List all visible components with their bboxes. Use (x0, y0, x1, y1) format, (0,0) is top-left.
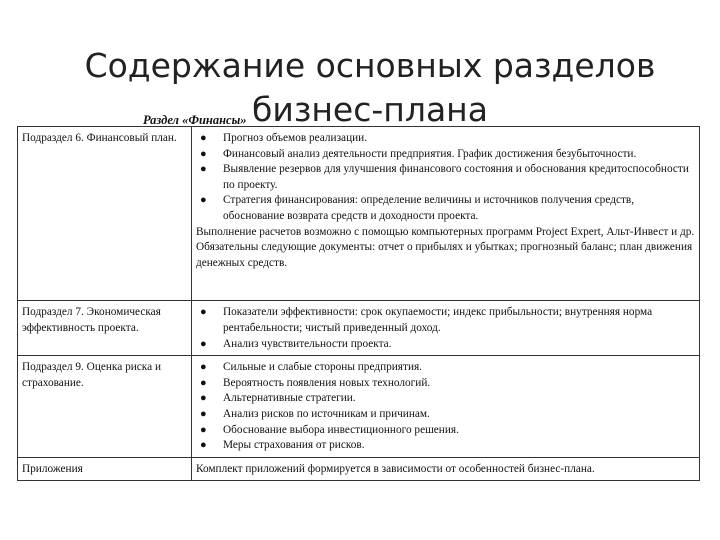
section-heading: Раздел «Финансы» (143, 113, 247, 127)
list-item (196, 337, 695, 353)
bullet-list (196, 360, 695, 454)
bullet-dot-icon: ● (200, 194, 207, 207)
list-item (196, 193, 695, 224)
list-item (196, 147, 695, 163)
bullet-dot-icon: ● (200, 423, 207, 436)
bullet-text: Прогноз объемов реализации. (223, 132, 368, 144)
subsection-content-cell (192, 127, 700, 301)
subsection-content-cell (192, 301, 700, 356)
bullet-list (196, 305, 695, 352)
subsection-name-cell: Подраздел 9. Оценка риска и страхование. (18, 356, 192, 458)
list-item (196, 423, 695, 439)
subsection-note: Комплект приложений формируется в зависимости от особенностей бизнес-плана. (196, 462, 595, 475)
bullet-text: Стратегия финансирования: определение величины и источников получения средств, обоснование возврата средств и доходности проекта. (223, 194, 635, 222)
title-line-2: бизнес-плана (252, 90, 488, 130)
bullet-text: Обоснование выбора инвестиционного решения. (223, 423, 459, 436)
bullet-text: Сильные и слабые стороны предприятия. (223, 361, 423, 374)
page-title (40, 44, 700, 132)
subsection-content-cell (192, 457, 700, 481)
list-item (196, 391, 695, 407)
bullet-dot-icon: ● (200, 306, 207, 319)
list-item (196, 438, 695, 454)
table-row (18, 127, 700, 301)
subsection-name-cell: Подраздел 6. Финансовый план. (18, 127, 192, 301)
bullet-text: Выявление резервов для улучшения финансового состояния и обоснования кредитоспособности по проекту. (223, 163, 689, 191)
bullet-list (196, 131, 695, 225)
bullet-text: Анализ чувствительности проекта. (223, 337, 392, 350)
bullet-dot-icon: ● (200, 376, 207, 389)
list-item (196, 376, 695, 392)
bullet-text: Альтернативные стратегии. (223, 392, 356, 405)
list-item (196, 407, 695, 423)
table-row (18, 457, 700, 481)
bullet-dot-icon: ● (200, 337, 207, 350)
list-item (196, 360, 695, 376)
title-line-1: Содержание основных разделов (84, 46, 656, 86)
bullet-text: Вероятность появления новых технологий. (223, 376, 431, 389)
bullet-dot-icon: ● (200, 163, 207, 176)
list-item (196, 131, 695, 147)
bullet-dot-icon: ● (200, 147, 207, 160)
subsection-content-cell (192, 356, 700, 458)
bullet-dot-icon: ● (200, 132, 207, 144)
bullet-dot-icon: ● (200, 392, 207, 405)
table-row (18, 301, 700, 356)
bullet-dot-icon: ● (200, 439, 207, 452)
bullet-text: Показатели эффективности: срок окупаемости; индекс прибыльности; внутренняя норма рентабельности; чистый приведенный доход. (223, 306, 653, 334)
bullet-dot-icon: ● (200, 407, 207, 420)
bullet-dot-icon: ● (200, 361, 207, 374)
bullet-text: Анализ рисков по источникам и причинам. (223, 407, 430, 420)
list-item (196, 162, 695, 193)
bullet-text: Финансовый анализ деятельности предприятия. График достижения безубыточности. (223, 147, 637, 160)
table-row (18, 356, 700, 458)
subsection-name-cell: Подраздел 7. Экономическая эффективность проекта. (18, 301, 192, 356)
bullet-text: Меры страхования от рисков. (223, 439, 365, 452)
subsection-note: Выполнение расчетов возможно с помощью компьютерных программ Project Expert, Альт-Инвест и др. Обязательны следующие документы: отчет о прибылях и убытках; прогнозный баланс; план движения денежных средств. (196, 225, 695, 269)
subsection-name-cell: Приложения (18, 457, 192, 481)
content-table (17, 126, 700, 481)
list-item (196, 305, 695, 336)
